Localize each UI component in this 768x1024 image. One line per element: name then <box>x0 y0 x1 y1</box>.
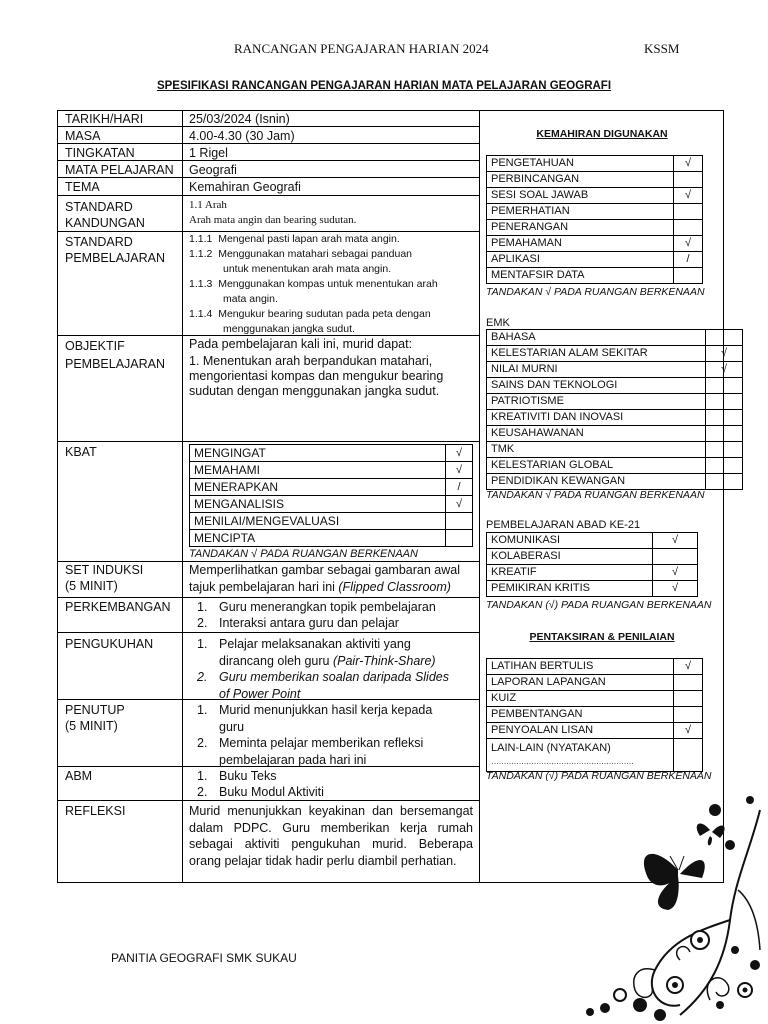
value-refleksi: Murid menunjukkan keyakinan dan bersemangat dalam PDPC. Guru memberikan kerja rumah sebagai aktiviti pengukuhan murid. Beberapa orang pelajar tidak hadir perlu diambil perhatian. <box>189 804 473 868</box>
pentaksiran-row <box>487 691 703 707</box>
emk-tick[interactable]: √ <box>706 346 743 362</box>
label-tarikh: TARIKH/HARI <box>57 110 183 126</box>
emk-row <box>487 346 743 362</box>
value-tingkatan: 1 Rigel <box>189 146 228 160</box>
lain-label: LAIN-LAIN (NYATAKAN) <box>491 742 611 754</box>
kbat-item: MENGANALISIS <box>190 496 446 513</box>
emk-item: BAHASA <box>487 330 706 346</box>
row-perkembangan <box>57 598 479 633</box>
kemahiran-tick[interactable]: √ <box>674 188 703 204</box>
emk-item: TMK <box>487 442 706 458</box>
pentaksiran-row <box>487 707 703 723</box>
abad21-row <box>487 565 698 581</box>
emk-row <box>487 442 743 458</box>
abad21-row <box>487 533 698 549</box>
penutup-item: 1. Murid menunjukkan hasil kerja kepada guru <box>197 703 433 734</box>
label-set-induksi-line1: SET INDUKSI <box>65 563 144 577</box>
row-tingkatan <box>57 144 479 161</box>
label-objektif-line1: OBJEKTIF <box>65 339 125 353</box>
label-sp-line1: STANDARD <box>65 235 133 249</box>
kemahiran-item: PERBINCANGAN <box>487 172 674 188</box>
abad21-tick[interactable]: √ <box>653 581 698 597</box>
value-tarikh: 25/03/2024 (Isnin) <box>189 112 290 126</box>
abad21-item: KREATIF <box>487 565 653 581</box>
kemahiran-tick[interactable] <box>674 204 703 220</box>
objektif-text: 1. Menentukan arah berpandukan matahari, mengorientasi kompas dan mengukur bearing sudutan dengan menggunakan jangka sudut. <box>189 354 444 398</box>
abad21-tick[interactable] <box>653 549 698 565</box>
butterfly-floral-icon <box>560 790 768 1024</box>
pentaksiran-row <box>487 675 703 691</box>
row-masa <box>57 127 479 144</box>
label-sp-line2: PEMBELAJARAN <box>65 251 166 265</box>
kbat-row <box>190 462 473 479</box>
emk-tick[interactable]: √ <box>706 362 743 378</box>
label-perkembangan: PERKEMBANGAN <box>57 598 183 632</box>
kemahiran-row <box>487 268 703 284</box>
abad21-table <box>486 532 698 597</box>
emk-tick[interactable] <box>706 474 743 490</box>
kbat-item: MENILAI/MENGEVALUASI <box>190 513 446 530</box>
kemahiran-tick[interactable] <box>674 172 703 188</box>
row-tema <box>57 178 479 196</box>
row-abm <box>57 767 479 801</box>
sp-item: 1.1.3 Menggunakan kompas untuk menentukan arah <box>189 278 438 290</box>
penutup-item: 2. Meminta pelajar memberikan refleksi pembelajaran pada hari ini <box>197 736 424 767</box>
kemahiran-note: TANDAKAN √ PADA RUANGAN BERKENAAN <box>486 286 705 298</box>
kbat-item: MENCIPTA <box>190 530 446 547</box>
kbat-row <box>190 530 473 547</box>
kemahiran-row <box>487 236 703 252</box>
row-objektif <box>57 336 479 442</box>
emk-tick[interactable] <box>706 458 743 474</box>
value-tema: Kemahiran Geografi <box>189 180 301 194</box>
sk-line1: 1.1 Arah <box>189 199 227 211</box>
kemahiran-row <box>487 204 703 220</box>
label-mata-pelajaran: MATA PELAJARAN <box>57 161 183 177</box>
kemahiran-row <box>487 252 703 268</box>
kemahiran-row <box>487 172 703 188</box>
value-perkembangan <box>183 598 479 631</box>
kbat-table <box>189 444 473 547</box>
kbat-note: TANDAKAN √ PADA RUANGAN BERKENAAN <box>189 548 418 560</box>
label-set-induksi-line2: (5 MINIT) <box>65 579 118 593</box>
abad21-tick[interactable]: √ <box>653 533 698 549</box>
emk-item: PENDIDIKAN KEWANGAN <box>487 474 706 490</box>
row-tarikh <box>57 110 479 127</box>
abad21-title: PEMBELAJARAN ABAD KE-21 <box>486 519 641 531</box>
kemahiran-row <box>487 188 703 204</box>
kbat-item: MENERAPKAN <box>190 479 446 496</box>
emk-item: NILAI MURNI <box>487 362 706 378</box>
value-standard-kandungan <box>183 196 479 228</box>
pengukuhan-item: 1. Pelajar melaksanakan aktiviti yang dirancang oleh guru (Pair-Think-Share) <box>197 637 436 668</box>
lesson-details <box>57 110 480 883</box>
kbat-row <box>190 496 473 513</box>
objektif-intro: Pada pembelajaran kali ini, murid dapat: <box>189 337 413 351</box>
kemahiran-item: APLIKASI <box>487 252 674 268</box>
kemahiran-row <box>487 220 703 236</box>
pentaksiran-tick[interactable] <box>674 691 703 707</box>
emk-tick[interactable] <box>706 410 743 426</box>
abad21-item: PEMIKIRAN KRITIS <box>487 581 653 597</box>
emk-tick[interactable] <box>706 394 743 410</box>
abm-item: 2. Buku Modul Aktiviti <box>197 785 324 799</box>
kemahiran-item: MENTAFSIR DATA <box>487 268 674 284</box>
row-mata-pelajaran <box>57 161 479 178</box>
row-pengukuhan <box>57 633 479 700</box>
kbat-tick[interactable] <box>446 530 473 547</box>
kemahiran-tick[interactable] <box>674 220 703 236</box>
kbat-tick[interactable] <box>446 513 473 530</box>
sp-item: 1.1.2 Menggunakan matahari sebagai panduan <box>189 248 413 260</box>
kemahiran-item: SESI SOAL JAWAB <box>487 188 674 204</box>
kbat-row <box>190 479 473 496</box>
label-refleksi: REFLEKSI <box>57 801 183 883</box>
kbat-row <box>190 513 473 530</box>
pentaksiran-row <box>487 659 703 675</box>
label-standard-pembelajaran <box>57 232 183 335</box>
kemahiran-row <box>487 156 703 172</box>
value-pengukuhan <box>183 633 479 702</box>
pentaksiran-item: LAPORAN LAPANGAN <box>487 675 674 691</box>
value-set-induksi: Memperlihatkan gambar sebagai gambaran awal tajuk pembelajaran hari ini (Flipped Classroom) <box>189 563 460 594</box>
kbat-tick[interactable]: √ <box>446 445 473 462</box>
kemahiran-item: PEMAHAMAN <box>487 236 674 252</box>
sp-item-cont: menggunakan jangka sudut. <box>223 323 355 335</box>
kemahiran-table <box>486 155 703 284</box>
pentaksiran-lain <box>487 739 674 772</box>
pentaksiran-tick[interactable]: √ <box>674 723 703 739</box>
value-masa: 4.00-4.30 (30 Jam) <box>189 129 295 143</box>
emk-note: TANDAKAN √ PADA RUANGAN BERKENAAN <box>486 489 705 501</box>
pentaksiran-row <box>487 723 703 739</box>
pentaksiran-item: PENYOALAN LISAN <box>487 723 674 739</box>
kbat-tick[interactable]: √ <box>446 462 473 479</box>
label-penutup <box>57 700 183 766</box>
kemahiran-tick[interactable]: √ <box>674 156 703 172</box>
label-objektif <box>57 336 183 441</box>
pentaksiran-item: KUIZ <box>487 691 674 707</box>
label-objektif-line2: PEMBELAJARAN <box>65 357 166 371</box>
abad21-note: TANDAKAN (√) PADA RUANGAN BERKENAAN <box>486 599 712 611</box>
emk-item: PATRIOTISME <box>487 394 706 410</box>
sp-item-cont: mata angin. <box>223 293 278 305</box>
sk-line2: Arah mata angin dan bearing sudutan. <box>189 214 357 226</box>
label-standard-kandungan-line2: KANDUNGAN <box>65 216 145 230</box>
value-standard-pembelajaran <box>183 232 479 337</box>
value-objektif <box>183 336 479 399</box>
label-penutup-line2: (5 MINIT) <box>65 719 118 733</box>
pentaksiran-table <box>486 658 703 772</box>
sp-item: 1.1.4 Mengukur bearing sudutan pada peta dengan <box>189 308 431 320</box>
butterfly-small-icon <box>697 823 725 845</box>
perkembangan-item: 1. Guru menerangkan topik pembelajaran <box>197 600 436 614</box>
kemahiran-item: PENERANGAN <box>487 220 674 236</box>
kemahiran-item: PENGETAHUAN <box>487 156 674 172</box>
emk-tick[interactable] <box>706 426 743 442</box>
label-tema: TEMA <box>57 178 183 195</box>
emk-tick[interactable] <box>706 330 743 346</box>
emk-table <box>486 329 743 490</box>
document-title: RANCANGAN PENGAJARAN HARIAN 2024 <box>234 41 489 56</box>
emk-row <box>487 426 743 442</box>
row-penutup <box>57 700 479 767</box>
lain-dots: ………………………………………………… <box>491 757 634 766</box>
emk-item: KELESTARIAN ALAM SEKITAR <box>487 346 706 362</box>
label-masa: MASA <box>57 127 183 143</box>
value-penutup <box>183 700 479 768</box>
abad21-item: KOLABERASI <box>487 549 653 565</box>
label-tingkatan: TINGKATAN <box>57 144 183 160</box>
emk-tick[interactable] <box>706 378 743 394</box>
sp-item-cont: untuk menentukan arah mata angin. <box>223 263 392 275</box>
pentaksiran-row <box>487 739 703 772</box>
kemahiran-tick[interactable]: / <box>674 252 703 268</box>
emk-row <box>487 330 743 346</box>
row-standard-pembelajaran <box>57 232 479 336</box>
emk-row <box>487 394 743 410</box>
pentaksiran-item: PEMBENTANGAN <box>487 707 674 723</box>
emk-row <box>487 410 743 426</box>
kbat-row <box>190 445 473 462</box>
emk-tick[interactable] <box>706 442 743 458</box>
butterfly-icon <box>644 854 705 910</box>
emk-row <box>487 362 743 378</box>
abm-item: 1. Buku Teks <box>197 769 277 783</box>
pengukuhan-item: 2. Guru memberikan soalan daripada Slides of Power Point <box>197 670 449 701</box>
pentaksiran-tick[interactable] <box>674 675 703 691</box>
row-refleksi <box>57 801 479 883</box>
pentaksiran-title: PENTAKSIRAN & PENILAIAN <box>529 631 675 643</box>
label-standard-kandungan-line1: STANDARD <box>65 200 133 214</box>
label-kbat: KBAT <box>57 442 183 561</box>
label-penutup-line1: PENUTUP <box>65 703 125 717</box>
pentaksiran-tick[interactable] <box>674 707 703 723</box>
value-mata-pelajaran: Geografi <box>189 163 237 177</box>
sp-item: 1.1.1 Mengenal pasti lapan arah mata angin. <box>189 233 400 245</box>
kbat-item: MENGINGAT <box>190 445 446 462</box>
emk-row <box>487 378 743 394</box>
kbat-item: MEMAHAMI <box>190 462 446 479</box>
kbat-panel <box>183 442 479 560</box>
footer-panitia: PANITIA GEOGRAFI SMK SUKAU <box>111 951 297 965</box>
kemahiran-tick[interactable] <box>674 268 703 284</box>
perkembangan-item: 2. Interaksi antara guru dan pelajar <box>197 616 399 630</box>
emk-item: SAINS DAN TEKNOLOGI <box>487 378 706 394</box>
emk-title: EMK <box>486 317 510 329</box>
emk-item: KEUSAHAWANAN <box>487 426 706 442</box>
kemahiran-item: PEMERHATIAN <box>487 204 674 220</box>
emk-row <box>487 458 743 474</box>
emk-item: KELESTARIAN GLOBAL <box>487 458 706 474</box>
row-standard-kandungan <box>57 196 479 232</box>
abad21-row <box>487 581 698 597</box>
pentaksiran-lain-tick[interactable] <box>674 739 703 772</box>
kbat-tick[interactable]: / <box>446 479 473 496</box>
pentaksiran-item: LATIHAN BERTULIS <box>487 659 674 675</box>
row-set-induksi <box>57 562 479 598</box>
emk-item: KREATIVITI DAN INOVASI <box>487 410 706 426</box>
kbat-tick[interactable]: √ <box>446 496 473 513</box>
label-standard-kandungan <box>57 196 183 231</box>
abad21-row <box>487 549 698 565</box>
emk-row <box>487 474 743 490</box>
kssm-label: KSSM <box>644 41 680 56</box>
abad21-tick[interactable]: √ <box>653 565 698 581</box>
label-set-induksi <box>57 562 183 597</box>
kemahiran-title: KEMAHIRAN DIGUNAKAN <box>536 128 668 140</box>
row-kbat <box>57 442 479 562</box>
pentaksiran-note: TANDAKAN (√) PADA RUANGAN BERKENAAN <box>486 770 712 782</box>
label-abm: ABM <box>57 767 183 800</box>
kemahiran-tick[interactable]: √ <box>674 236 703 252</box>
pentaksiran-tick[interactable]: √ <box>674 659 703 675</box>
value-abm <box>183 767 479 800</box>
spec-heading: SPESIFIKASI RANCANGAN PENGAJARAN HARIAN MATA PELAJARAN GEOGRAFI <box>156 80 612 92</box>
label-pengukuhan: PENGUKUHAN <box>57 633 183 699</box>
abad21-item: KOMUNIKASI <box>487 533 653 549</box>
